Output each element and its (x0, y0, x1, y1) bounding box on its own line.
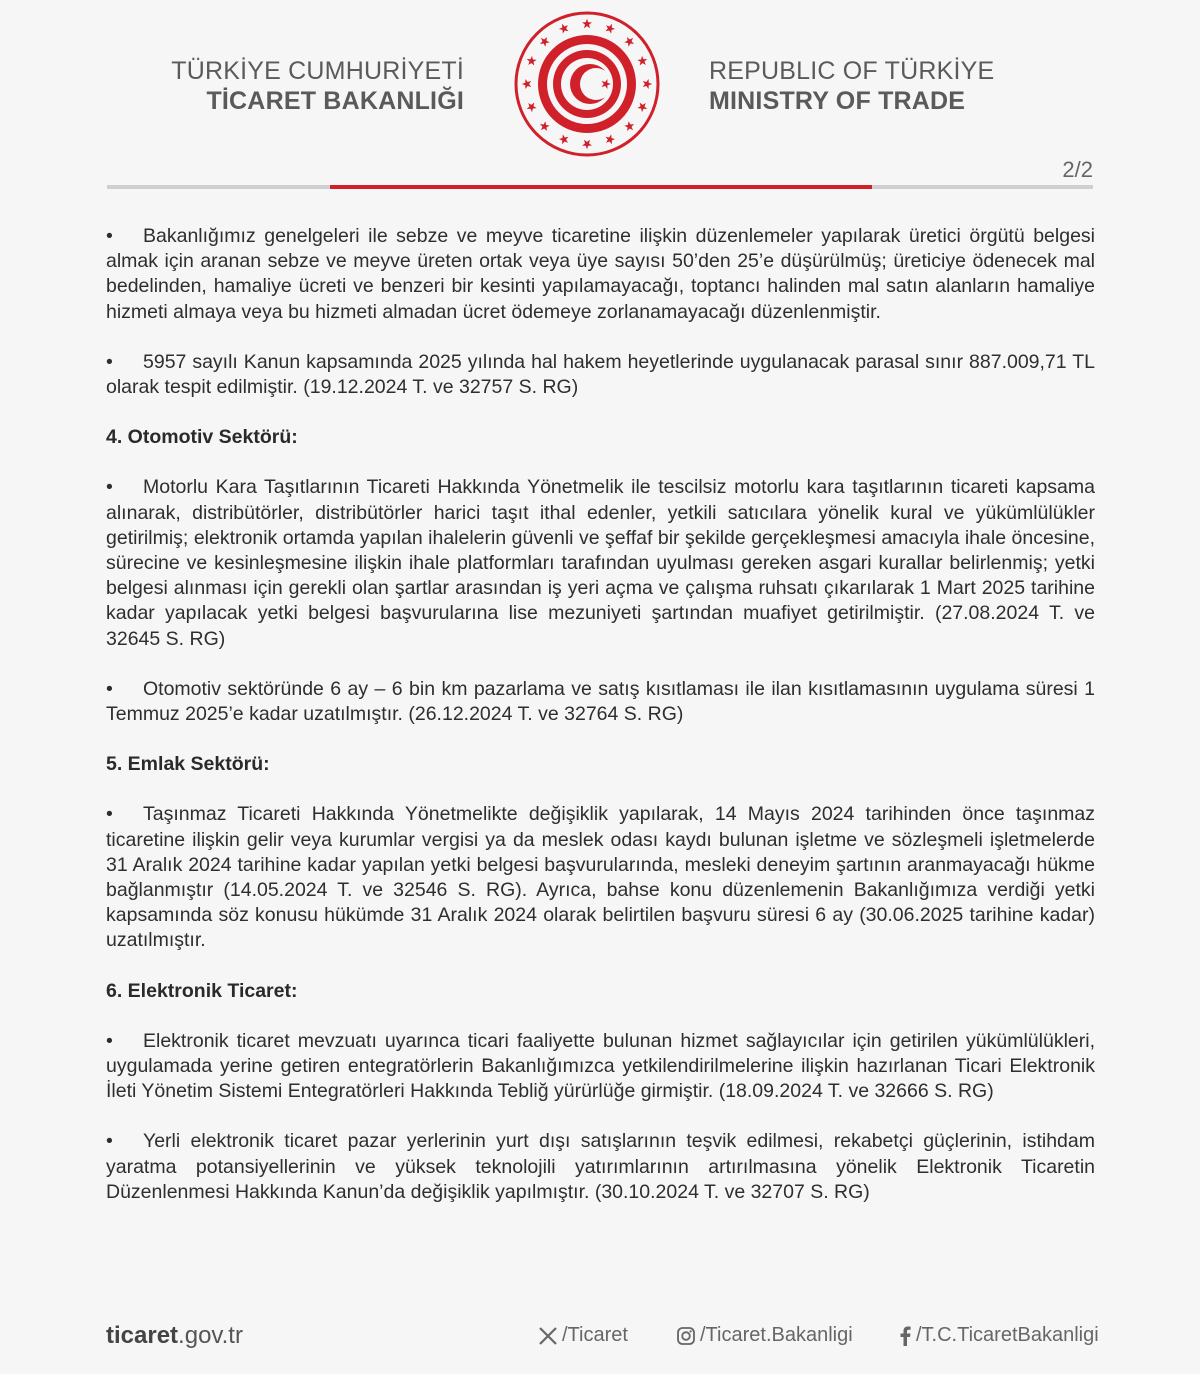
emblem-star (624, 121, 634, 131)
emblem-star (540, 121, 550, 131)
facebook-link[interactable] (898, 1324, 1099, 1347)
paragraph-text: Yerli elektronik ticaret pazar yerlerinin yurt dışı satışlarının teşvik edilmesi, rekabetçi güçlerinin, istihdam yaratma potansiyellerinin ve yüksek teknolojili yatırımlarının artırılmasına yönelik Elektronik Ticaretin Düzenlenmesi Hakkında Kanun’da değişiklik yapılmıştır. (30.10.2024 T. ve 32707 S. RG) (106, 1130, 1095, 1203)
instagram-link[interactable] (676, 1324, 853, 1347)
emblem-star (637, 103, 647, 113)
header-right-line2: MINISTRY OF TRADE (709, 87, 966, 115)
emblem-star (522, 79, 531, 89)
bullet: • (106, 1130, 113, 1153)
emblem-star (606, 134, 616, 144)
x-icon (538, 1326, 558, 1346)
paragraph-vehicle-trade (106, 475, 1095, 651)
header-right-line1: REPUBLIC OF TÜRKİYE (709, 57, 995, 85)
emblem-star (637, 56, 647, 66)
emblem-star (559, 24, 569, 34)
paragraph-text: Bakanlığımız genelgeleri ile sebze ve meyve ticaretine ilişkin düzenlemeler yapılarak üretici örgütü belgesi almak için aranan sebze ve meyve üreten ortak veya üye sayısı 50’den 25’e düşürülmüş; üreticiye ödenecek mal bedelinden, hamaliye ücreti ve benzeri bir kesinti yapılamayacağı, toptancı halinden mal satın alanların hamaliye hizmeti almaya veya bu hizmeti almadan ücret ödemeye zorlanamayacağı düzenlenmiştir. (106, 225, 1095, 323)
header-left-line2: TİCARET BAKANLIĞI (206, 87, 464, 115)
ministry-emblem-icon (513, 10, 661, 158)
paragraph-produce-regulation (106, 224, 1095, 325)
header-turkish-title (171, 56, 464, 116)
paragraph-text: Otomotiv sektöründe 6 ay – 6 bin km pazarlama ve satış kısıtlaması ile ilan kısıtlamasının uygulama süresi 1 Temmuz 2025’e kadar uzatılmıştır. (26.12.2024 T. ve 32764 S. RG) (106, 677, 1095, 726)
paragraph-text: Motorlu Kara Taşıtlarının Ticareti Hakkında Yönetmelik ile tescilsiz motorlu kara taşıtlarının ticareti kapsama alınarak, distribütörler, distribütörler harici taşıt ithal edenler, yetkili satıcılara yönelik kural ve yükümlülükler getirilmiş; elektronik ortamda yapılan ihalelerin güvenli ve şeffaf bir şekilde gerçekleşmesi amacıyla ihale öncesine, sürecine ve kesinleşmesine ilişkin ihale platformları tarafından uyulması gereken asgari kurallar belirlenmiş; yetki belgesi alınması için gerekli olan şartlar arasından iş yeri açma ve çalışma ruhsatı çıkarılarak 1 Mart 2025 tarihine kadar yapılacak yetki belgesi başvurularına lise mezuniyeti şartından muafiyet getirilmiştir. (27.08.2024 T. ve 32645 S. RG) (106, 476, 1095, 650)
emblem-star (559, 134, 569, 144)
emblem-star (643, 79, 652, 89)
header-divider-accent (330, 185, 872, 189)
page-header (0, 0, 1200, 200)
paragraph-integrators (106, 1029, 1095, 1105)
emblem-star (582, 140, 592, 149)
section-heading-real-estate: 5. Emlak Sektörü: (106, 753, 270, 776)
section-heading-automotive: 4. Otomotiv Sektörü: (106, 426, 298, 449)
x-link[interactable] (538, 1324, 628, 1347)
website-link[interactable] (106, 1322, 243, 1350)
header-left-line1: TÜRKİYE CUMHURİYETİ (171, 57, 464, 85)
paragraph-marketplaces (106, 1129, 1095, 1205)
page-number: 2/2 (1062, 157, 1093, 182)
instagram-icon (676, 1326, 696, 1346)
website-name: ticaret (106, 1322, 179, 1349)
paragraph-text: Elektronik ticaret mevzuatı uyarınca ticari faaliyette bulunan hizmet sağlayıcılar için getirilen yükümlülükleri, uygulamada yerine getiren entegratörlerin Bakanlığımızca yetkilendirilmelerine ilişkin hazırlanan Ticari Elektronik İleti Yönetim Sistemi Entegratörleri Hakkında Tebliğ yürürlüğe girmiştir. (18.09.2024 T. ve 32666 S. RG) (106, 1029, 1095, 1103)
website-domain: .gov.tr (178, 1322, 243, 1349)
paragraph-text: 5957 sayılı Kanun kapsamında 2025 yılında hal hakem heyetlerinde uygulanacak parasal sınır 887.009,71 TL olarak tespit edilmiştir. (19.12.2024 T. ve 32757 S. RG) (106, 350, 1095, 399)
bullet: • (106, 476, 113, 499)
section-heading-e-commerce: 6. Elektronik Ticaret: (106, 979, 298, 1002)
facebook-icon (898, 1326, 912, 1346)
bullet: • (106, 1029, 113, 1052)
paragraph-arbitration-limit (106, 350, 1095, 400)
page-footer (0, 1318, 1200, 1358)
paragraph-automotive-restriction (106, 677, 1095, 727)
bullet: • (106, 225, 113, 247)
bullet: • (106, 350, 113, 373)
x-handle: /Ticaret (562, 1324, 628, 1346)
header-english-title (709, 56, 994, 116)
emblem-star (527, 56, 537, 66)
document-body (106, 224, 1095, 1230)
emblem-star (582, 19, 592, 28)
paragraph-text: Taşınmaz Ticareti Hakkında Yönetmelikte değişiklik yapılarak, 14 Mayıs 2024 tarihinden önce taşınmaz ticaretine ilişkin gelir veya kurumlar vergisi ya da meslek odası kaydı bulunan işletme ve sözleşmeli işletmelerde 31 Aralık 2024 tarihine kadar yapılan yetki belgesi başvurularında, mesleki deneyim şartının aranmayacağı hükme bağlanmıştır (14.05.2024 T. ve 32546 S. RG). Ayrıca, bahse konu düzenlemenin Bakanlığımıza verdiği yetki kapsamında söz konusu hükümde 31 Aralık 2024 olarak belirtilen başvuru süresi 6 ay (30.06.2025 tarihine kadar) uzatılmıştır. (106, 803, 1095, 952)
paragraph-real-estate (106, 802, 1095, 953)
instagram-handle: /Ticaret.Bakanligi (700, 1324, 853, 1346)
bullet: • (106, 803, 113, 826)
emblem-star (540, 37, 550, 47)
emblem-star (624, 37, 634, 47)
emblem-star (527, 103, 537, 113)
bullet: • (106, 677, 113, 700)
emblem-star (606, 24, 616, 34)
facebook-handle: /T.C.TicaretBakanligi (916, 1324, 1099, 1346)
